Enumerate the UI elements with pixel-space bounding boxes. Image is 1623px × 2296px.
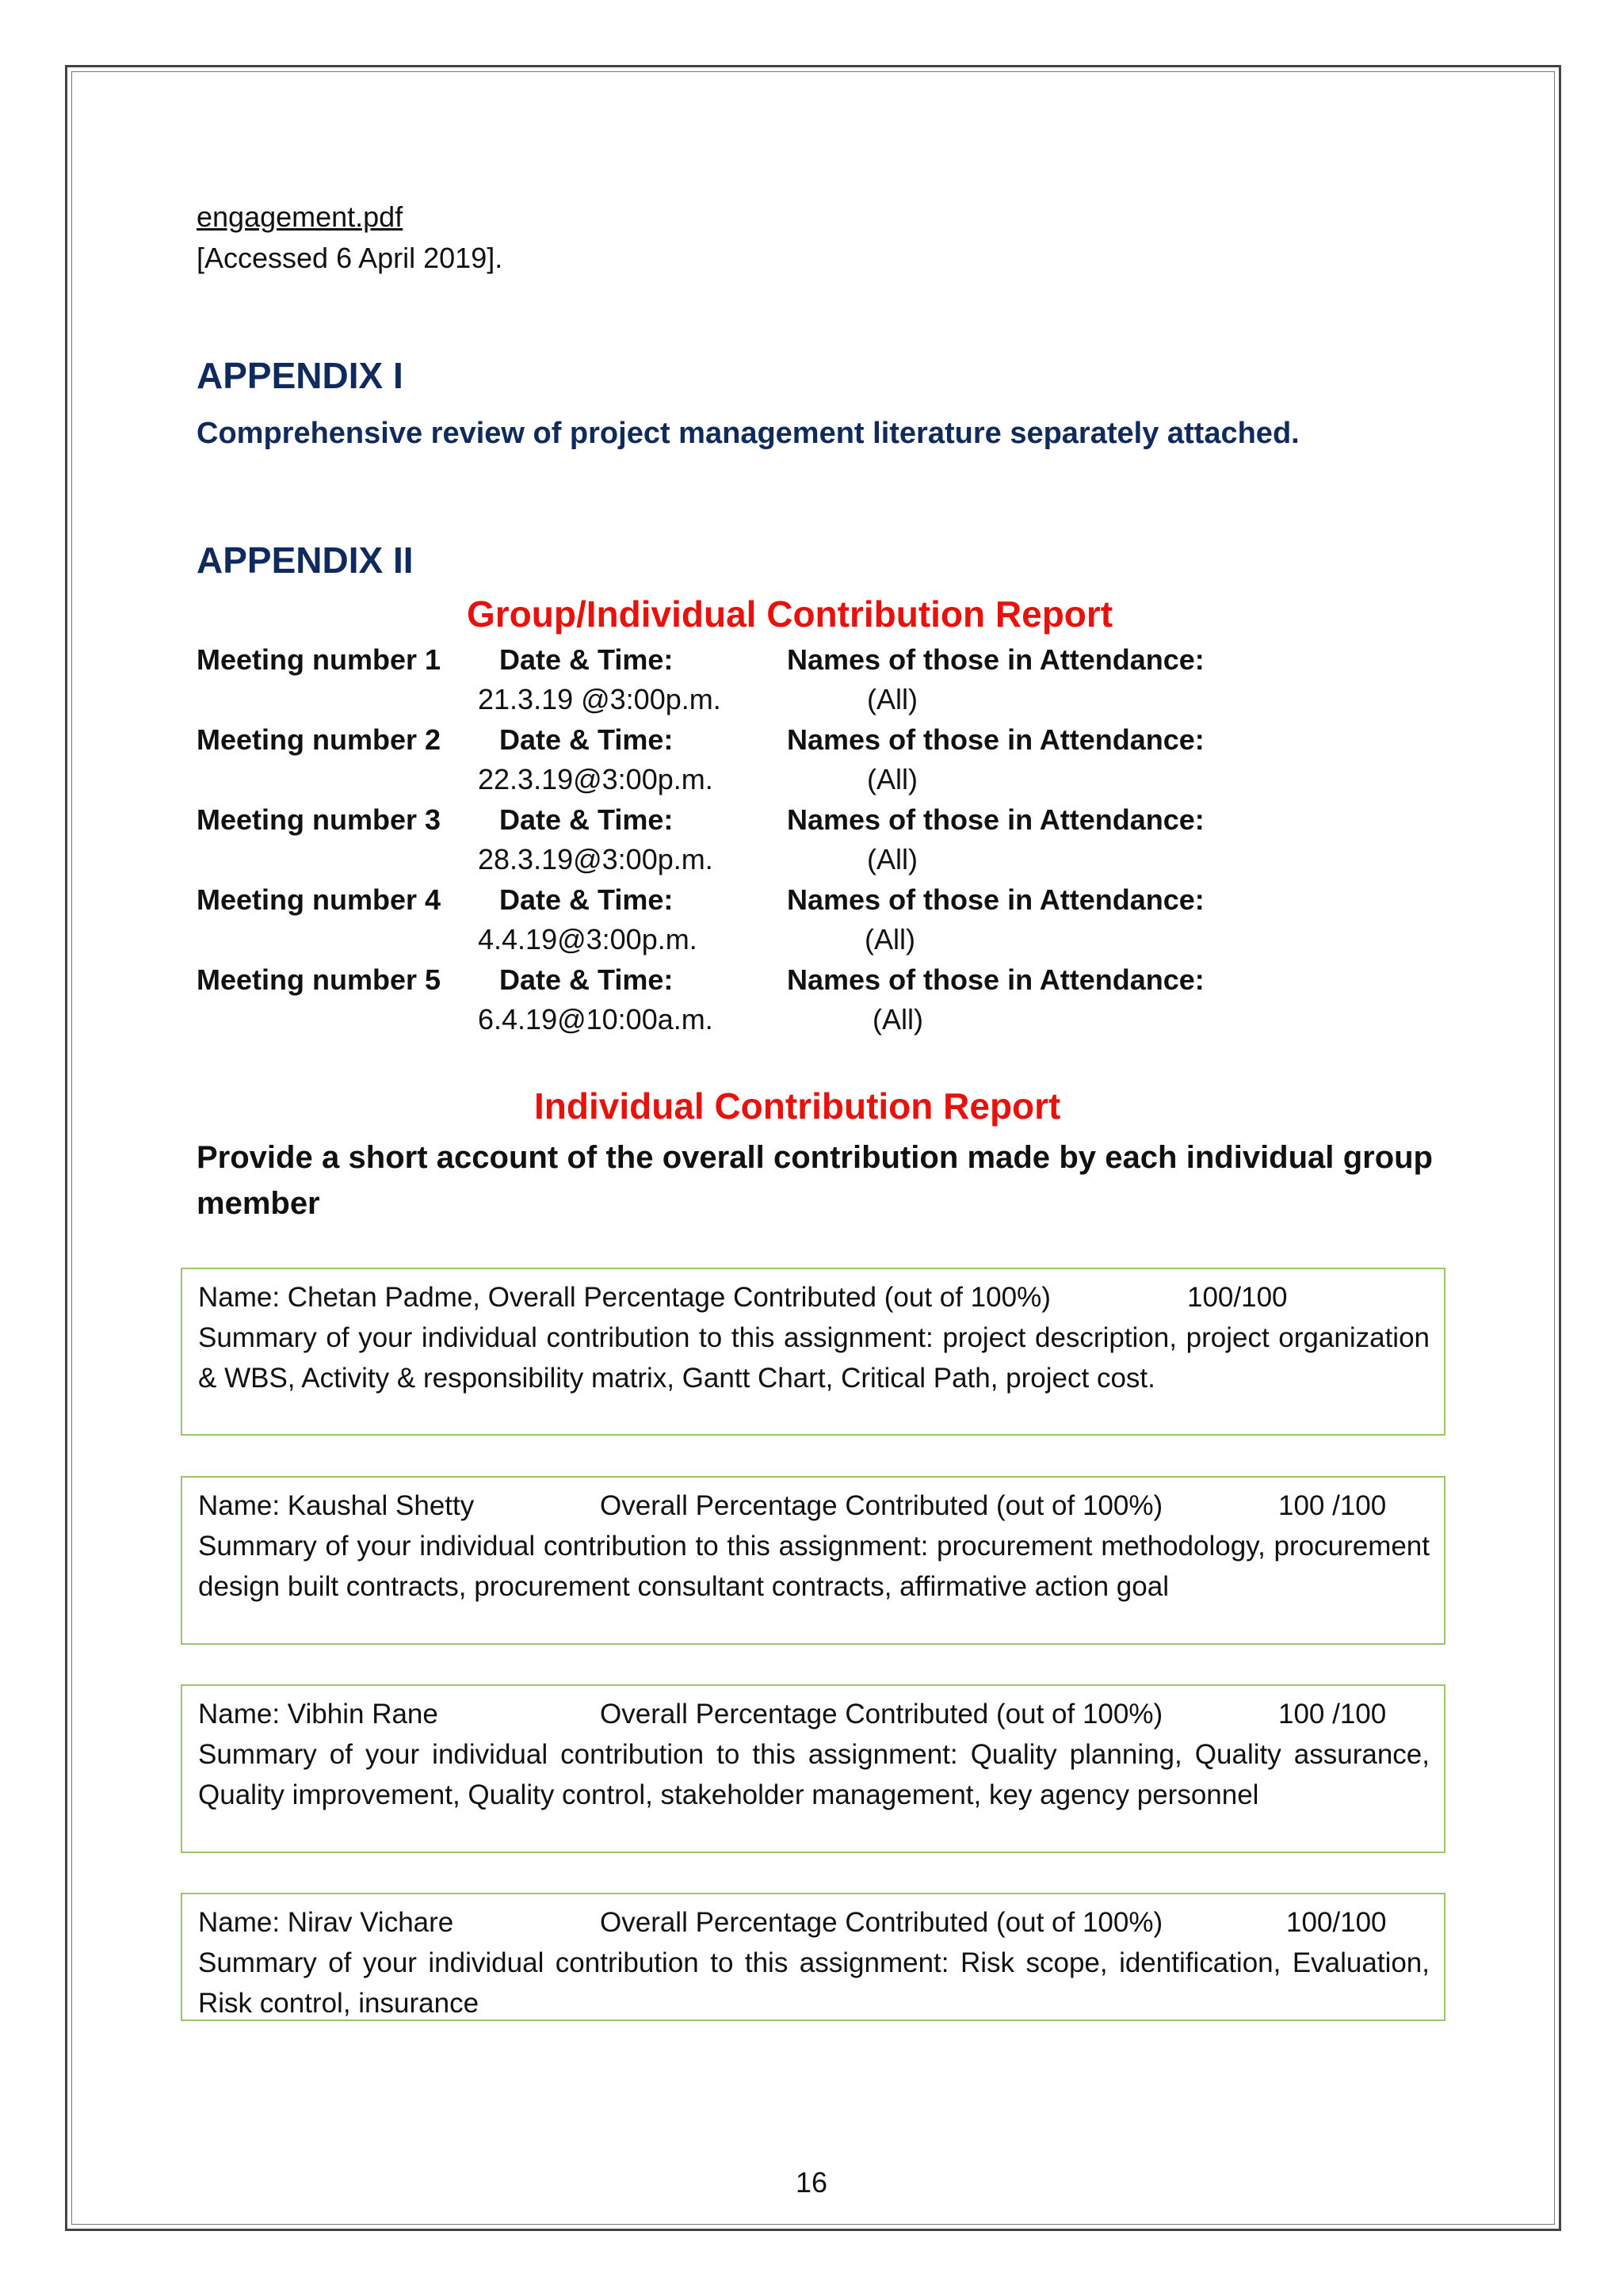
appendix1-heading: APPENDIX I [197, 355, 403, 396]
member-name: Name: Nirav Vichare [198, 1907, 454, 1938]
member-contribution-box [181, 1268, 1445, 1436]
member-contribution-box [181, 1893, 1445, 2021]
member-percentage-label: Overall Percentage Contributed (out of 100%) [600, 1907, 1163, 1938]
meeting-attendance-label: Names of those in Attendance: [787, 883, 1205, 916]
meeting-label: Meeting number 2 [197, 723, 441, 756]
meeting-attendees: (All) [867, 843, 918, 875]
member-summary: Summary of your individual contribution to this assignment: Risk scope, identification, Evaluation, Risk control, insurance [198, 1947, 1430, 2019]
member-score: 100/100 [1187, 1282, 1288, 1313]
meeting-attendees: (All) [867, 763, 918, 795]
meeting-datetime: 28.3.19@3:00p.m. [478, 843, 713, 875]
meeting-datetime: 4.4.19@3:00p.m. [478, 923, 697, 955]
appendix1-text: Comprehensive review of project management literature separately attached. [197, 417, 1300, 450]
member-header-line [198, 1694, 1430, 1734]
member-contribution-box [181, 1476, 1445, 1645]
meeting-attendance-label: Names of those in Attendance: [787, 963, 1205, 996]
meeting-attendees: (All) [867, 683, 918, 715]
meeting-attendance-label: Names of those in Attendance: [787, 643, 1205, 676]
meeting-date-label: Date & Time: [499, 963, 674, 996]
meeting-label: Meeting number 3 [197, 803, 441, 836]
meeting-label: Meeting number 5 [197, 963, 441, 996]
reference-link[interactable]: engagement.pdf [197, 200, 403, 233]
member-header-line [198, 1486, 1430, 1526]
meeting-attendance-label: Names of those in Attendance: [787, 723, 1205, 756]
group-contribution-title: Group/Individual Contribution Report [467, 593, 1113, 635]
meeting-attendees: (All) [873, 1003, 923, 1035]
member-summary: Summary of your individual contribution to this assignment: project description, project organization & WBS, Activity & responsibility matrix, Gantt Chart, Critical Path, project cost. [198, 1322, 1430, 1394]
contribution-instruction: Provide a short account of the overall contribution made by each individual group member [197, 1140, 1433, 1221]
meeting-label: Meeting number 1 [197, 643, 441, 676]
meeting-date-label: Date & Time: [499, 803, 674, 836]
member-score: 100 /100 [1278, 1490, 1387, 1521]
appendix2-heading: APPENDIX II [197, 540, 414, 581]
member-name: Name: Vibhin Rane [198, 1699, 438, 1730]
member-summary: Summary of your individual contribution to this assignment: procurement methodology, procurement design built contracts, procurement consultant contracts, affirmative action goal [198, 1531, 1430, 1602]
member-contribution-box [181, 1684, 1445, 1853]
member-score: 100/100 [1286, 1907, 1387, 1938]
member-header-line [198, 1902, 1430, 1943]
member-percentage-label: Overall Percentage Contributed (out of 100%) [600, 1490, 1163, 1521]
member-name: Name: Kaushal Shetty [198, 1490, 475, 1521]
member-header-line [198, 1277, 1430, 1318]
individual-contribution-title: Individual Contribution Report [534, 1085, 1061, 1127]
meeting-date-label: Date & Time: [499, 723, 674, 756]
meeting-datetime: 6.4.19@10:00a.m. [478, 1003, 713, 1035]
member-name: Name: Chetan Padme, Overall Percentage Contributed (out of 100%) [198, 1282, 1051, 1313]
meeting-datetime: 22.3.19@3:00p.m. [478, 763, 713, 795]
member-summary: Summary of your individual contribution to this assignment: Quality planning, Quality assurance, Quality improvement, Quality control, stakeholder management, key agency personnel [198, 1739, 1430, 1810]
meeting-attendance-label: Names of those in Attendance: [787, 803, 1205, 836]
member-percentage-label: Overall Percentage Contributed (out of 100%) [600, 1699, 1163, 1730]
meeting-label: Meeting number 4 [197, 883, 441, 916]
meeting-datetime: 21.3.19 @3:00p.m. [478, 683, 721, 715]
meeting-attendees: (All) [865, 923, 915, 955]
meeting-date-label: Date & Time: [499, 883, 674, 916]
reference-accessed-date: [Accessed 6 April 2019]. [197, 242, 503, 274]
meeting-date-label: Date & Time: [499, 643, 674, 676]
page-number: 16 [796, 2166, 828, 2199]
member-score: 100 /100 [1278, 1699, 1387, 1730]
